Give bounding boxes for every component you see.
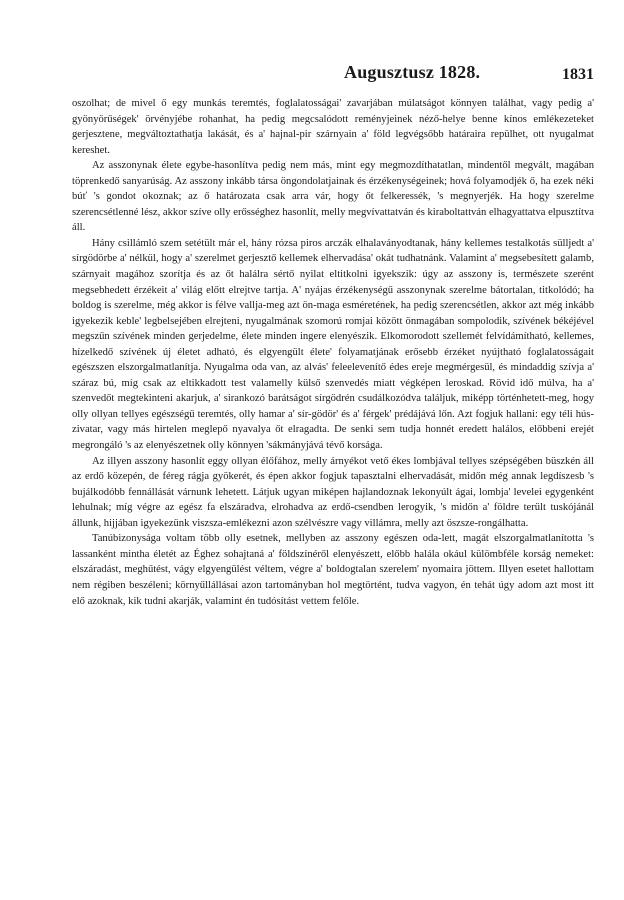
paragraph-continuation: oszolhat; de mivel ő egy munkás teremtés, foglalatosságai' zavarjában múlatságot könnyen találhat, vagy pedig a' gyönyörűségek' örvényjébe rohanhat, ha pedig megcsalódott reményjeinek néző-helye benne kínos emlékezeteket gerjesztene, megváltoztathatja lakását, és a' hajnal-pir szárnyain a' föld legvégsőbb határaira repülhet, ott nyugalmat kereshet. xyxy=(72,98,594,156)
page-header xyxy=(80,0,594,96)
body-text xyxy=(72,96,594,609)
paragraph-witness: Tanúbizonysága voltam több olly esetnek, mellyben az asszony egészen oda-lett, magát elszorgalmatlanította 's lassanként mintha életét az Éghez sohajtaná a' földszínéről elenyészett, előbb halála okául külömbféle korság nemeket: elszáradást, meghűtést, vágy elgyengülést véltem, végre a' boldogtalan szerelem' nyomaira jöttem. Illyen esetet hallottam nem régiben beszéleni; környűllállásai azon tartományban hol megtörtént, tudva vagyon, én tehát úgy adom azt most itt elő azoknak, kik tudni akarják, valamint én tudósítást vettem felőle. xyxy=(72,533,594,607)
paragraph-woman-life: Az asszonynak élete egybe-hasonlítva pedig nem más, mint egy megmozdíthatatlan, mindentől megvált, magában töprenkedő sanyarúság. Az asszony inkább társa öngondolatjainak és érzékenységeinek; hová folyamodjék ő, ha ezek néki búť 's gondot okoznak; az ő határozata csak arra vár, hogy őt felkeressék, 's megnyerjék. Ha hogy szerelme szerencsétlenné lész, akkor szíve olly erősséghez hasonlít, melly megvívattatván és kiraboltattván elhagyattatva elpusztítva áll. xyxy=(72,160,594,234)
paragraph-fading-eyes: Hány csillámló szem setétült már el, hány rózsa piros arczák elhalaványodtanak, hány kellemes testalkotás sülljedt a' sírgödörbe a' nélkül, hogy a' szerelmet gerjesztő kellemek elhervadása' okát tudhatnánk. Valamint a' megsebesített galamb, szárnyait magához szorítja és az őt halálra sértő nyilat eltitkolni igyekszik: úgy az asszony is, természete szerént megsebhedett érzékeit a' világ előtt elrejtve tartja. A' nyájas érzékenységű asszonynak szerelme bátortalan, titkolódó; ha boldog is szerelme, még akkor is félve vallja-meg azt ön-maga esméretének, ha pedig szerencsétlen, akkor azt még inkább igyekezik keble' legbelsejében elrejteni, nyugalmának szomorú romjai között önmagában sompolodik, szívének békéjével megszűn szívének minden gerjedelme, élete minden ingere elenyészik. Elkomorodott szellemét felvídámítható, kellemes, hízelkedő szívének új életet adható, és elgyengült élete' folyamatjának erősebb érzéket nyújtható foglalatosságait egészszen elszorgalmatlanítja. Nyugalma oda van, az alvás' feleelevenítő édes ereje megmérgesül, és mindaddig szívja a' száraz bú, míg csak az eltikkadott test valamelly külső szenvedés miatt végképen leroskad. Rövid idő múlva, ha a' szenvedőt megtekinteni akarjuk, a' sirankozó barátságot sírgödrén csudálkozódva találjuk, miképp történhetett-meg, hogy olly ollyan tellyes egészségű teremtés, olly hamar a' sír-gödör' és a' férgek' prédájává lőn. Azt fogjuk hallani: egy téli hús-zivatar, vagy más hirtelen meglepő nyavalya őt elragadta. De senki sem tudja honnét eredett halálos, előbbeni erejét megrongáló 's az elenyészetnek olly könnyen 'sákmányjává tévő korsága. xyxy=(72,237,594,452)
page-number: 1831 xyxy=(562,66,594,83)
paragraph-tree-simile: Az illyen asszony hasonlít eggy ollyan élőfához, melly árnyékot vető ékes lombjával tellyes szépségében büszkén áll az erdő közepén, de féreg rágja gyökerét, és épen akkor fogjuk tapasztalni elhervadását, midőn még annak legdíszesb 's bujálkodóbb fennállását várnunk lehetett. Látjuk ugyan miképen hajlandoznak lekonyúlt ágai, lombja' levelei egygenként lehulnak; míg végre az egész fa elszáradva, elrohadva az erdő-csendben lerogyik, 's midőn a' földre terült tuskójánál állunk, hijjában igyekezünk viszsza-emlékezni azon szélvészre vagy villámra, melly azt öszsze-rongálhatta. xyxy=(72,455,594,529)
running-title: Augusztusz 1828. xyxy=(344,62,481,82)
